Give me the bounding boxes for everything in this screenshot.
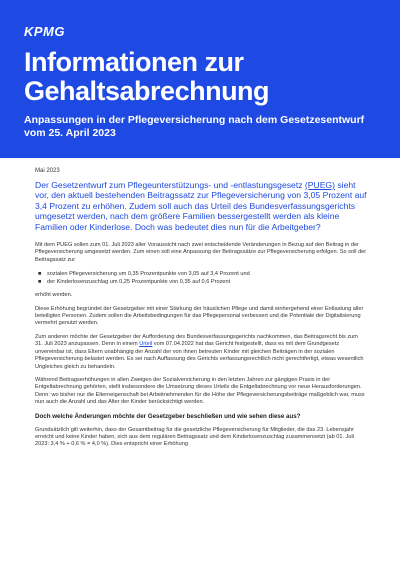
bullet-icon: ■ — [38, 271, 42, 278]
list-item — [35, 270, 367, 278]
paragraph-1: Mit dem PUEG sollen zum 01. Juli 2023 aller Voraussicht nach zwei entscheidende Veränderungen in Bezug auf den Beitrag in der Pflegeversicherung umgesetzt werden. Zum einen soll eine Anpassung der Beitragssätze zur Pflegeversicherung erfolgen. So soll der Beitragssatz zur — [35, 242, 367, 263]
list-item-text: sozialen Pflegeversicherung um 0,35 Prozentpunkte von 3,05 auf 3,4 Prozent und — [47, 271, 250, 278]
document-body — [35, 168, 367, 455]
paragraph-3: Diese Erhöhung begründet der Gesetzgeber mit einer Stärkung der häuslichen Pflege und damit einhergehend einer Entlastung aller beteiligten Personen. Zudem sollen die Arbeitsbedingungen für das Pflegepersonal verbessert und die Potentiale der Digitalisierung vermehrt genutzt werden. — [35, 305, 364, 327]
list-item — [35, 278, 367, 286]
lead-paragraph — [35, 180, 367, 232]
paragraph-6: Grundsätzlich gilt weiterhin, dass der Gesamtbeitrag für die gesetzliche Pflegeversicherung für Mitglieder, die das 23. Lebensjahr erreicht und keine Kinder haben, sich aus dem regulären Beitragssatz und dem Kinderlosenzuschlag zusammensetzt (ab 01. Juli 2023: 3,4 % + 0,6 % = 4,0 %). Dies entspricht einer Erhöhung — [35, 426, 355, 448]
page-title: Informationen zur Gehaltsabrechnung — [24, 47, 270, 106]
section-heading: Doch welche Änderungen möchte der Gesetzgeber beschließen und wie sehen diese aus? — [35, 412, 301, 420]
lead-text-start: Der Gesetzentwurf zum Pflegeunterstützungs- und -entlastungsgesetz — [35, 180, 305, 190]
paragraph-5: Während Beitragserhöhungen in allen Zweigen der Sozialversicherung in den letzten Jahren zur gängigen Praxis in der Entgeltabrechnung gehörten, stellt insbesondere die Umsetzung dieses Urteils die Entgeltabrechnung vor neue Herausforderungen. Denn: wo bisher nur die Elterneigenschaft bei Arbeitnehmenden für die Höhe der Pflegeversicherungsbeiträge maßgeblich war, muss nun auch die Anzahl und das Alter der Kinder berücksichtigt werden. — [35, 376, 365, 406]
paragraph-4-end: vom 07.04.2022 hat das Gericht festgestellt, dass es mit dem Grundgesetz unvereinbar ist, dass Eltern unabhängig der Anzahl der von ihnen betreuten Kinder mit gleichen Beiträgen in der sozialen Pflegeversicherung belastet werden. Es sei nach Auffassung des Gerichts verfassungsrechtlich nicht gerechtfertigt, etwas wesentlich Ungleiches gleich zu behandeln. — [35, 341, 364, 370]
page-subtitle: Anpassungen in der Pflegeversicherung nach dem Gesetzesentwurf vom 25. April 2023 — [24, 114, 365, 139]
publication-date: Mai 2023 — [35, 168, 60, 174]
kpmg-logo: KPMG — [24, 24, 65, 39]
paragraph-2: erhöht werden. — [35, 292, 73, 299]
bullet-icon: ■ — [38, 279, 42, 286]
list-item-text: der Kinderlosenzuschlag um 0,25 Prozentpunkte von 0,35 auf 0,6 Prozent — [47, 279, 231, 286]
contribution-changes-list — [35, 270, 367, 286]
pueg-link[interactable]: (PUEG) — [304, 180, 335, 190]
paragraph-4-start: Zum anderen möchte der Gesetzgeber der Aufforderung des Bundesverfassungsgerichts nachkommen, das Beitragsrecht bis zum 31. Juli 2023 anzupassen. Denn in einem — [35, 333, 358, 348]
urteil-link[interactable]: Urteil — [139, 341, 153, 348]
lead-text-end: sieht vor, den aktuell bestehenden Beitragssatz zur Pflegeversicherung von 3,05 Prozent auf 3,4 Prozent zu erhöhen. Zudem soll auch das Urteil des Bundesverfassungsgerichts umgesetzt werden, nach dem größere Familien bessergestellt werden als kleine Familien oder Kinderlose. Doch was bedeutet dies nun für die Arbeitgeber? — [35, 180, 367, 232]
header-banner — [0, 0, 400, 158]
paragraph-4 — [35, 334, 367, 371]
